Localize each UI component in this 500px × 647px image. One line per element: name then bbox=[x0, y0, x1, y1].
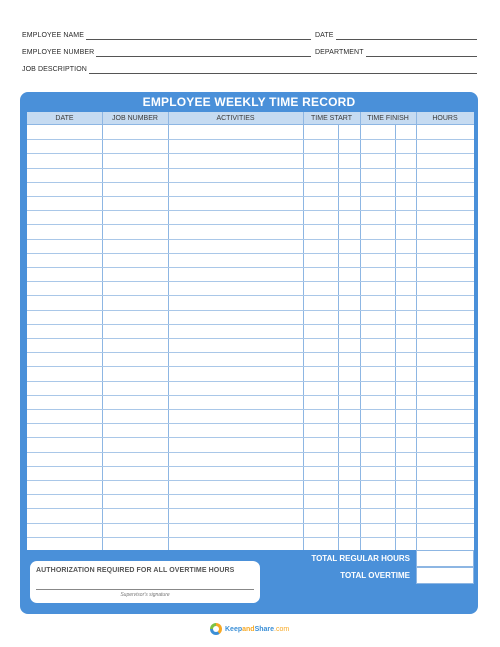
total-regular-hours-box[interactable] bbox=[416, 550, 474, 567]
column-header-activities: ACTIVITIES bbox=[216, 115, 255, 122]
column-divider bbox=[102, 112, 103, 550]
table-row[interactable] bbox=[27, 281, 474, 282]
table-row[interactable] bbox=[27, 310, 474, 311]
column-header-date: DATE bbox=[55, 115, 74, 122]
column-divider bbox=[360, 112, 361, 550]
table-row[interactable] bbox=[27, 196, 474, 197]
job-description-line[interactable] bbox=[89, 65, 477, 74]
employee-name-field[interactable] bbox=[22, 28, 311, 40]
logo-text-share: Share bbox=[254, 625, 275, 633]
total-overtime-label: TOTAL OVERTIME bbox=[340, 571, 410, 580]
table-row[interactable] bbox=[27, 480, 474, 481]
column-divider bbox=[416, 112, 417, 550]
keepandshare-logo[interactable] bbox=[210, 622, 289, 636]
date-line[interactable] bbox=[336, 31, 477, 40]
table-row[interactable] bbox=[27, 494, 474, 495]
table-row[interactable] bbox=[27, 452, 474, 453]
table-row[interactable] bbox=[27, 352, 474, 353]
table-row[interactable] bbox=[27, 224, 474, 225]
table-row[interactable] bbox=[27, 409, 474, 410]
column-divider bbox=[303, 112, 304, 550]
department-field[interactable] bbox=[315, 45, 477, 57]
table-row[interactable] bbox=[27, 253, 474, 254]
table-row[interactable] bbox=[27, 338, 474, 339]
logo-swirl-icon bbox=[210, 623, 222, 635]
table-row[interactable] bbox=[27, 168, 474, 169]
table-row[interactable] bbox=[27, 523, 474, 524]
table-row[interactable] bbox=[27, 210, 474, 211]
table-row[interactable] bbox=[27, 267, 474, 268]
time-record-table bbox=[27, 112, 474, 550]
column-divider bbox=[168, 112, 169, 550]
table-row[interactable] bbox=[27, 139, 474, 140]
supervisor-signature-caption: Supervisor's signature bbox=[120, 592, 170, 598]
logo-text-keep: Keep bbox=[225, 625, 243, 633]
employee-name-label: EMPLOYEE NAME bbox=[22, 32, 84, 39]
employee-number-field[interactable] bbox=[22, 45, 311, 57]
table-row[interactable] bbox=[27, 295, 474, 296]
employee-number-label: EMPLOYEE NUMBER bbox=[22, 49, 95, 56]
employee-number-line[interactable] bbox=[96, 48, 311, 57]
table-row[interactable] bbox=[27, 182, 474, 183]
table-row[interactable] bbox=[27, 381, 474, 382]
logo-text-and: and bbox=[242, 625, 255, 633]
table-row[interactable] bbox=[27, 239, 474, 240]
table-row[interactable] bbox=[27, 153, 474, 154]
column-header-time-start: TIME START bbox=[311, 115, 352, 122]
table-row[interactable] bbox=[27, 466, 474, 467]
logo-text-com: .com bbox=[274, 625, 290, 633]
job-description-label: JOB DESCRIPTION bbox=[22, 66, 87, 73]
authorization-box bbox=[30, 561, 260, 603]
department-label: DEPARTMENT bbox=[315, 49, 364, 56]
date-label: DATE bbox=[315, 32, 334, 39]
table-row[interactable] bbox=[27, 537, 474, 538]
date-field[interactable] bbox=[315, 28, 477, 40]
total-regular-hours-label: TOTAL REGULAR HOURS bbox=[311, 554, 410, 563]
table-row[interactable] bbox=[27, 437, 474, 438]
table-header-row bbox=[27, 112, 474, 125]
column-header-job-number: JOB NUMBER bbox=[112, 115, 158, 122]
department-line[interactable] bbox=[366, 48, 477, 57]
total-overtime-box[interactable] bbox=[416, 567, 474, 584]
authorization-title: AUTHORIZATION REQUIRED FOR ALL OVERTIME HOURS bbox=[36, 567, 235, 574]
supervisor-signature-line[interactable] bbox=[36, 589, 254, 590]
column-header-hours: HOURS bbox=[432, 115, 458, 122]
table-row[interactable] bbox=[27, 423, 474, 424]
job-description-field[interactable] bbox=[22, 62, 477, 74]
employee-name-line[interactable] bbox=[86, 31, 311, 40]
table-row[interactable] bbox=[27, 366, 474, 367]
table-row[interactable] bbox=[27, 395, 474, 396]
table-row[interactable] bbox=[27, 508, 474, 509]
panel-title: EMPLOYEE WEEKLY TIME RECORD bbox=[142, 95, 356, 109]
column-header-time-finish: TIME FINISH bbox=[367, 115, 409, 122]
table-row[interactable] bbox=[27, 324, 474, 325]
